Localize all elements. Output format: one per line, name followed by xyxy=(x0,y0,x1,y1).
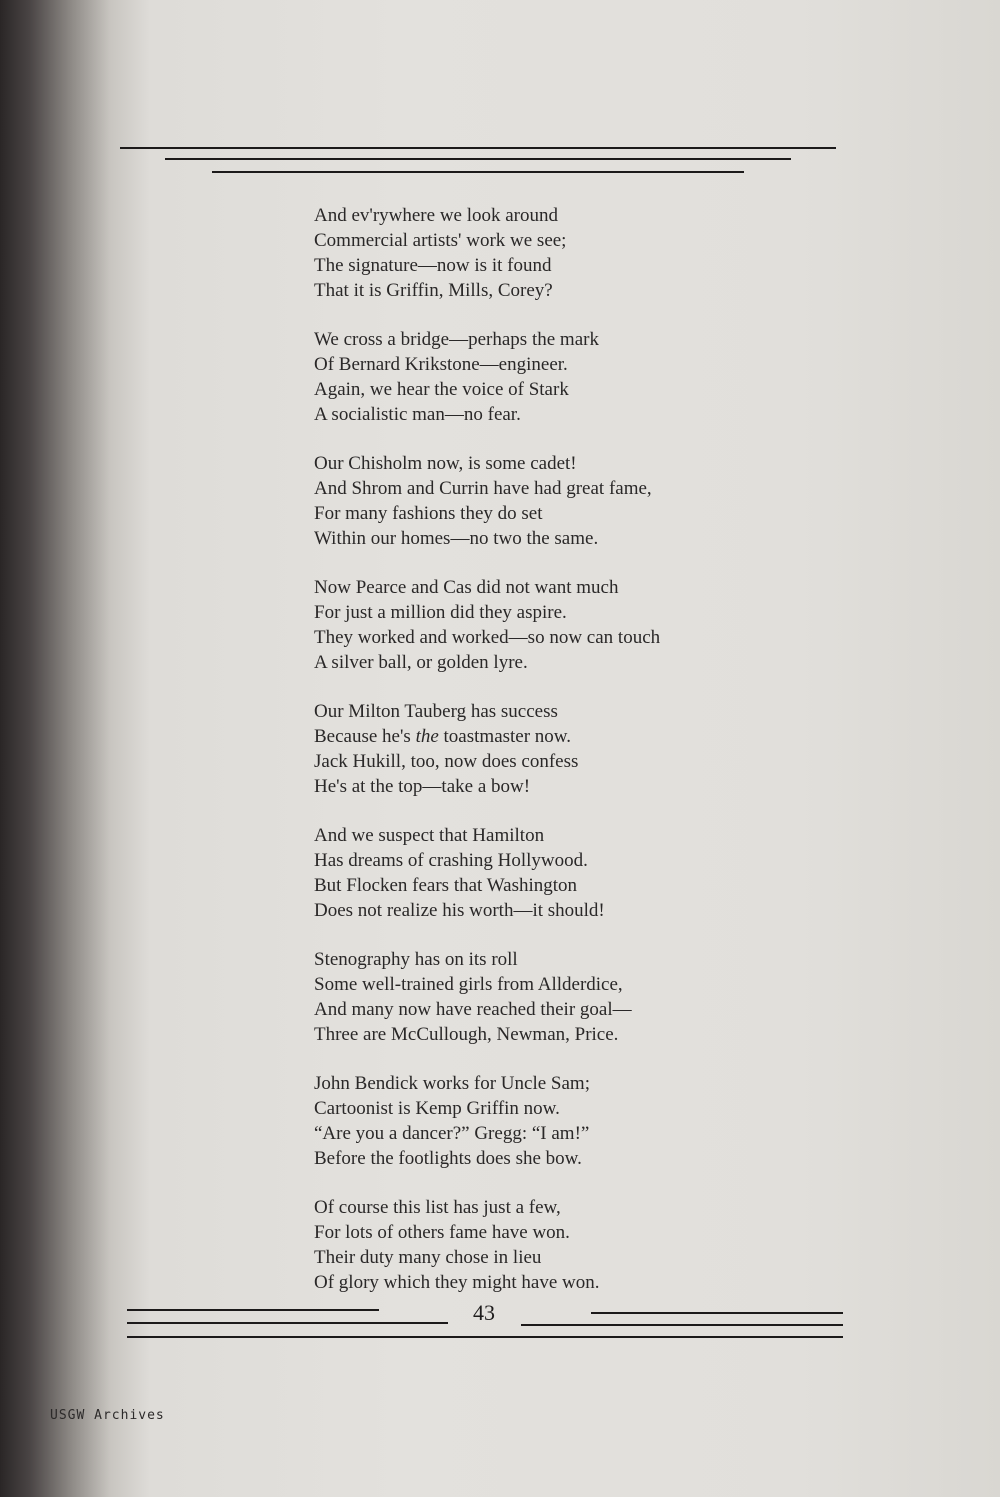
poem-line: But Flocken fears that Washington xyxy=(314,875,578,896)
stanza xyxy=(314,203,814,303)
poem-line: John Bendick works for Uncle Sam; xyxy=(314,1073,590,1094)
poem-line: Now Pearce and Cas did not want much xyxy=(314,577,619,598)
poem-line: The signature—now is it found xyxy=(314,255,552,276)
bottom-rule-right-2 xyxy=(521,1324,843,1326)
poem-line: A silver ball, or golden lyre. xyxy=(314,652,528,673)
stanza xyxy=(314,327,814,427)
poem-line: Stenography has on its roll xyxy=(314,949,518,970)
poem-line: Has dreams of crashing Hollywood. xyxy=(314,850,588,871)
poem-body xyxy=(314,203,814,1319)
poem-line: Some well-trained girls from Allderdice, xyxy=(314,974,623,995)
archive-watermark: USGW Archives xyxy=(50,1408,165,1423)
poem-line: Again, we hear the voice of Stark xyxy=(314,379,569,400)
poem-line: He's at the top—take a bow! xyxy=(314,776,531,797)
top-rule-1 xyxy=(120,147,836,149)
poem-line: Of Bernard Krikstone—engineer. xyxy=(314,354,568,375)
poem-line: Of glory which they might have won. xyxy=(314,1272,600,1293)
poem-line: And many now have reached their goal— xyxy=(314,999,632,1020)
poem-line: Their duty many chose in lieu xyxy=(314,1247,542,1268)
poem-line: We cross a bridge—perhaps the mark xyxy=(314,329,599,350)
bottom-rule-right-1 xyxy=(591,1312,843,1314)
stanza xyxy=(314,1195,814,1295)
poem-line: Because he's the toastmaster now. xyxy=(314,726,572,747)
stanza xyxy=(314,947,814,1047)
poem-line: Before the footlights does she bow. xyxy=(314,1148,582,1169)
poem-line: Of course this list has just a few, xyxy=(314,1197,561,1218)
bottom-rule-full xyxy=(127,1336,843,1338)
poem-line: Our Milton Tauberg has success xyxy=(314,701,558,722)
poem-line: Cartoonist is Kemp Griffin now. xyxy=(314,1098,560,1119)
poem-line: For just a million did they aspire. xyxy=(314,602,567,623)
stanza xyxy=(314,823,814,923)
stanza xyxy=(314,699,814,799)
bottom-rule-left-2 xyxy=(127,1322,448,1324)
bottom-rule-left-1 xyxy=(127,1309,379,1311)
poem-line: Commercial artists' work we see; xyxy=(314,230,567,251)
poem-line: That it is Griffin, Mills, Corey? xyxy=(314,280,553,301)
poem-line: And ev'rywhere we look around xyxy=(314,205,559,226)
top-rule-3 xyxy=(212,171,744,173)
poem-line: “Are you a dancer?” Gregg: “I am!” xyxy=(314,1123,590,1144)
poem-line: They worked and worked—so now can touch xyxy=(314,627,661,648)
poem-line: Jack Hukill, too, now does confess xyxy=(314,751,579,772)
stanza xyxy=(314,575,814,675)
poem-line: Within our homes—no two the same. xyxy=(314,528,599,549)
poem-line: Does not realize his worth—it should! xyxy=(314,900,605,921)
poem-line: Our Chisholm now, is some cadet! xyxy=(314,453,577,474)
poem-line: For lots of others fame have won. xyxy=(314,1222,570,1243)
stanza xyxy=(314,1071,814,1171)
poem-line: Three are McCullough, Newman, Price. xyxy=(314,1024,619,1045)
page-number: 43 xyxy=(473,1300,495,1325)
poem-line: And we suspect that Hamilton xyxy=(314,825,545,846)
stanza xyxy=(314,451,814,551)
poem-line: For many fashions they do set xyxy=(314,503,543,524)
poem-line: A socialistic man—no fear. xyxy=(314,404,521,425)
top-rule-2 xyxy=(165,158,791,160)
poem-line: And Shrom and Currin have had great fame, xyxy=(314,478,652,499)
